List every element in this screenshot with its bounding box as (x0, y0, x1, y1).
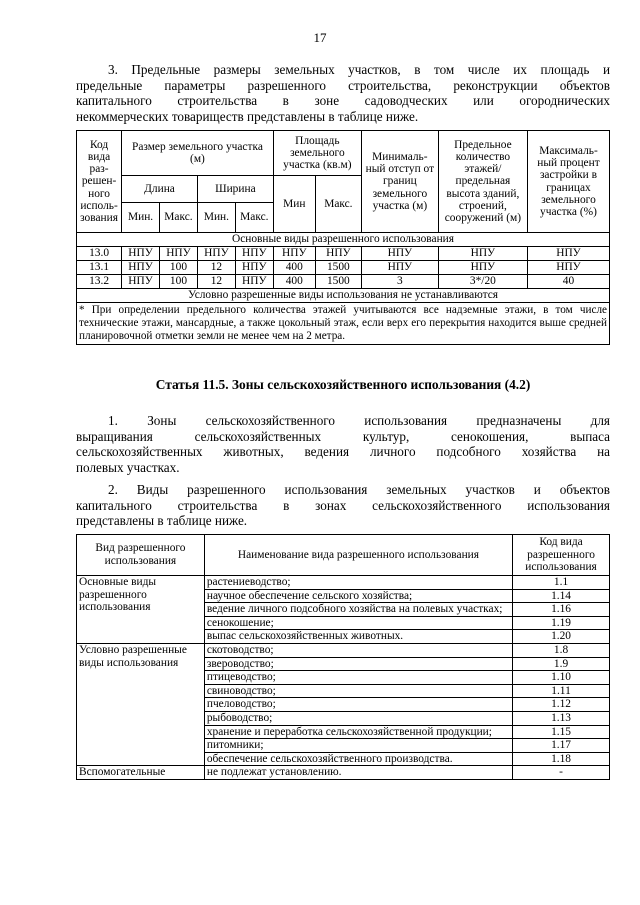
cell: НПУ (197, 247, 235, 261)
use-code: 1.10 (513, 671, 610, 685)
header-width: Ширина (197, 176, 273, 203)
use-name: растениеводство; (204, 576, 512, 590)
use-name: хранение и переработка сельскохозяйственной продукции; (204, 725, 512, 739)
use-name: не подлежат установлению. (204, 766, 512, 780)
uses-table (76, 534, 610, 780)
section-conditional-uses: Условно разрешенные виды использования не устанавливаются (77, 289, 610, 303)
header-area: Площадь земельного участка (кв.м) (273, 131, 361, 176)
text-line: выращивания сельскохозяйственных культур, сенокошения, выпаса (76, 428, 610, 444)
use-name: ведение личного подсобного хозяйства на полевых участках; (204, 603, 512, 617)
paragraph-2 (76, 482, 610, 529)
use-code: 1.17 (513, 739, 610, 753)
cell: НПУ (438, 247, 527, 261)
use-code: 1.1 (513, 576, 610, 590)
use-name: выпас сельскохозяйственных животных. (204, 630, 512, 644)
cell: 12 (197, 275, 235, 289)
use-code: 1.16 (513, 603, 610, 617)
cell: НПУ (122, 275, 160, 289)
cell: 1500 (315, 275, 361, 289)
cell: 100 (160, 275, 198, 289)
use-code: 1.9 (513, 657, 610, 671)
use-name: сенокошение; (204, 616, 512, 630)
cell: НПУ (160, 247, 198, 261)
cell: НПУ (122, 261, 160, 275)
cell: 400 (273, 261, 315, 275)
cell: НПУ (235, 247, 273, 261)
table-row (77, 643, 610, 657)
cell: 40 (527, 275, 609, 289)
cell: 400 (273, 275, 315, 289)
article-heading: Статья 11.5. Зоны сельскохозяйственного использования (4.2) (155, 377, 531, 392)
text-line: капитального строительства в зонах сельскохозяйственного использования (76, 497, 610, 513)
cell: НПУ (527, 261, 609, 275)
use-name: пчеловодство; (204, 698, 512, 712)
header-width-max: Макс. (235, 203, 273, 233)
text-line: 1. Зоны сельскохозяйственного использования предназначены для (108, 413, 610, 428)
group-main-label: Основные виды разрешенного использования (77, 576, 205, 644)
cell: 13.0 (77, 247, 122, 261)
cell: 1500 (315, 261, 361, 275)
header-size: Размер земельного участка (м) (122, 131, 274, 176)
header-floors: Предельное количество этажей/ предельная высота зданий, строений, сооружений (м) (438, 131, 527, 233)
group-conditional-label: Условно разрешенные виды использования (77, 643, 205, 765)
header-type: Вид разрешенного использования (77, 535, 205, 576)
header-percent: Максималь-ный процент застройки в границах земельного участка (%) (527, 131, 609, 233)
group-auxiliary-label: Вспомогательные (77, 766, 205, 780)
use-name: обеспечение сельскохозяйственного производства. (204, 752, 512, 766)
text-line: представлены в таблице ниже. (76, 513, 248, 529)
cell: 13.1 (77, 261, 122, 275)
use-code: - (513, 766, 610, 780)
text-line: 3. Предельные размеры земельных участков, в том числе их площадь и (108, 62, 610, 77)
header-width-min: Мин. (197, 203, 235, 233)
use-name: звероводство; (204, 657, 512, 671)
use-code: 1.14 (513, 589, 610, 603)
use-name: свиноводство; (204, 684, 512, 698)
header-length-min: Мин. (122, 203, 160, 233)
text-line: некоммерческих товариществ представлены в таблице ниже. (76, 108, 419, 124)
use-code: 1.11 (513, 684, 610, 698)
cell: НПУ (361, 247, 438, 261)
use-name: питомники; (204, 739, 512, 753)
cell: НПУ (122, 247, 160, 261)
cell: НПУ (273, 247, 315, 261)
footnote: * При определении предельного количества этажей учитываются все надземные этажи, в том числе технические этажи, мансардные, а также цокольный этаж, если верх его перекрытия находится выше средней планировочной отметки земли не менее чем на 2 метра. (77, 303, 610, 345)
use-name: рыбоводство; (204, 711, 512, 725)
header-area-max: Макс. (315, 176, 361, 233)
intro-paragraph (76, 62, 610, 124)
cell: 12 (197, 261, 235, 275)
use-code: 1.20 (513, 630, 610, 644)
use-code: 1.8 (513, 643, 610, 657)
header-name: Наименование вида разрешенного использования (204, 535, 512, 576)
use-code: 1.19 (513, 616, 610, 630)
use-code: 1.15 (513, 725, 610, 739)
page-number: 17 (313, 30, 327, 45)
table-row (77, 261, 610, 275)
use-code: 1.13 (513, 711, 610, 725)
use-code: 1.12 (513, 698, 610, 712)
section-main-uses: Основные виды разрешенного использования (77, 233, 610, 247)
cell: НПУ (361, 261, 438, 275)
table-row (77, 247, 610, 261)
use-name: научное обеспечение сельского хозяйства; (204, 589, 512, 603)
header-code: Код вида раз-решен-ного исполь-зования (77, 131, 122, 233)
cell: НПУ (315, 247, 361, 261)
cell: 13.2 (77, 275, 122, 289)
limits-table (76, 130, 610, 345)
use-name: птицеводство; (204, 671, 512, 685)
paragraph-1 (76, 413, 610, 475)
cell: 100 (160, 261, 198, 275)
text-line: сельскохозяйственных животных, ведения личного подсобного хозяйства на (76, 444, 610, 460)
header-code: Код вида разрешенного использования (513, 535, 610, 576)
cell: 3*/20 (438, 275, 527, 289)
text-line: полевых участках. (76, 459, 180, 475)
header-offset: Минималь-ный отступ от границ земельного участка (м) (361, 131, 438, 233)
cell: НПУ (235, 275, 273, 289)
text-line: 2. Виды разрешенного использования земельных участков и объектов (108, 482, 610, 497)
table-row (77, 576, 610, 590)
header-area-min: Мин (273, 176, 315, 233)
table-row (77, 275, 610, 289)
text-line: капитального строительства в зоне садоводческих или огороднических (76, 93, 610, 109)
header-length-max: Макс. (160, 203, 198, 233)
use-name: скотоводство; (204, 643, 512, 657)
cell: НПУ (527, 247, 609, 261)
use-code: 1.18 (513, 752, 610, 766)
header-length: Длина (122, 176, 198, 203)
cell: 3 (361, 275, 438, 289)
cell: НПУ (235, 261, 273, 275)
text-line: предельные параметры разрешенного строительства, реконструкции объектов (76, 77, 610, 93)
table-row (77, 766, 610, 780)
cell: НПУ (438, 261, 527, 275)
